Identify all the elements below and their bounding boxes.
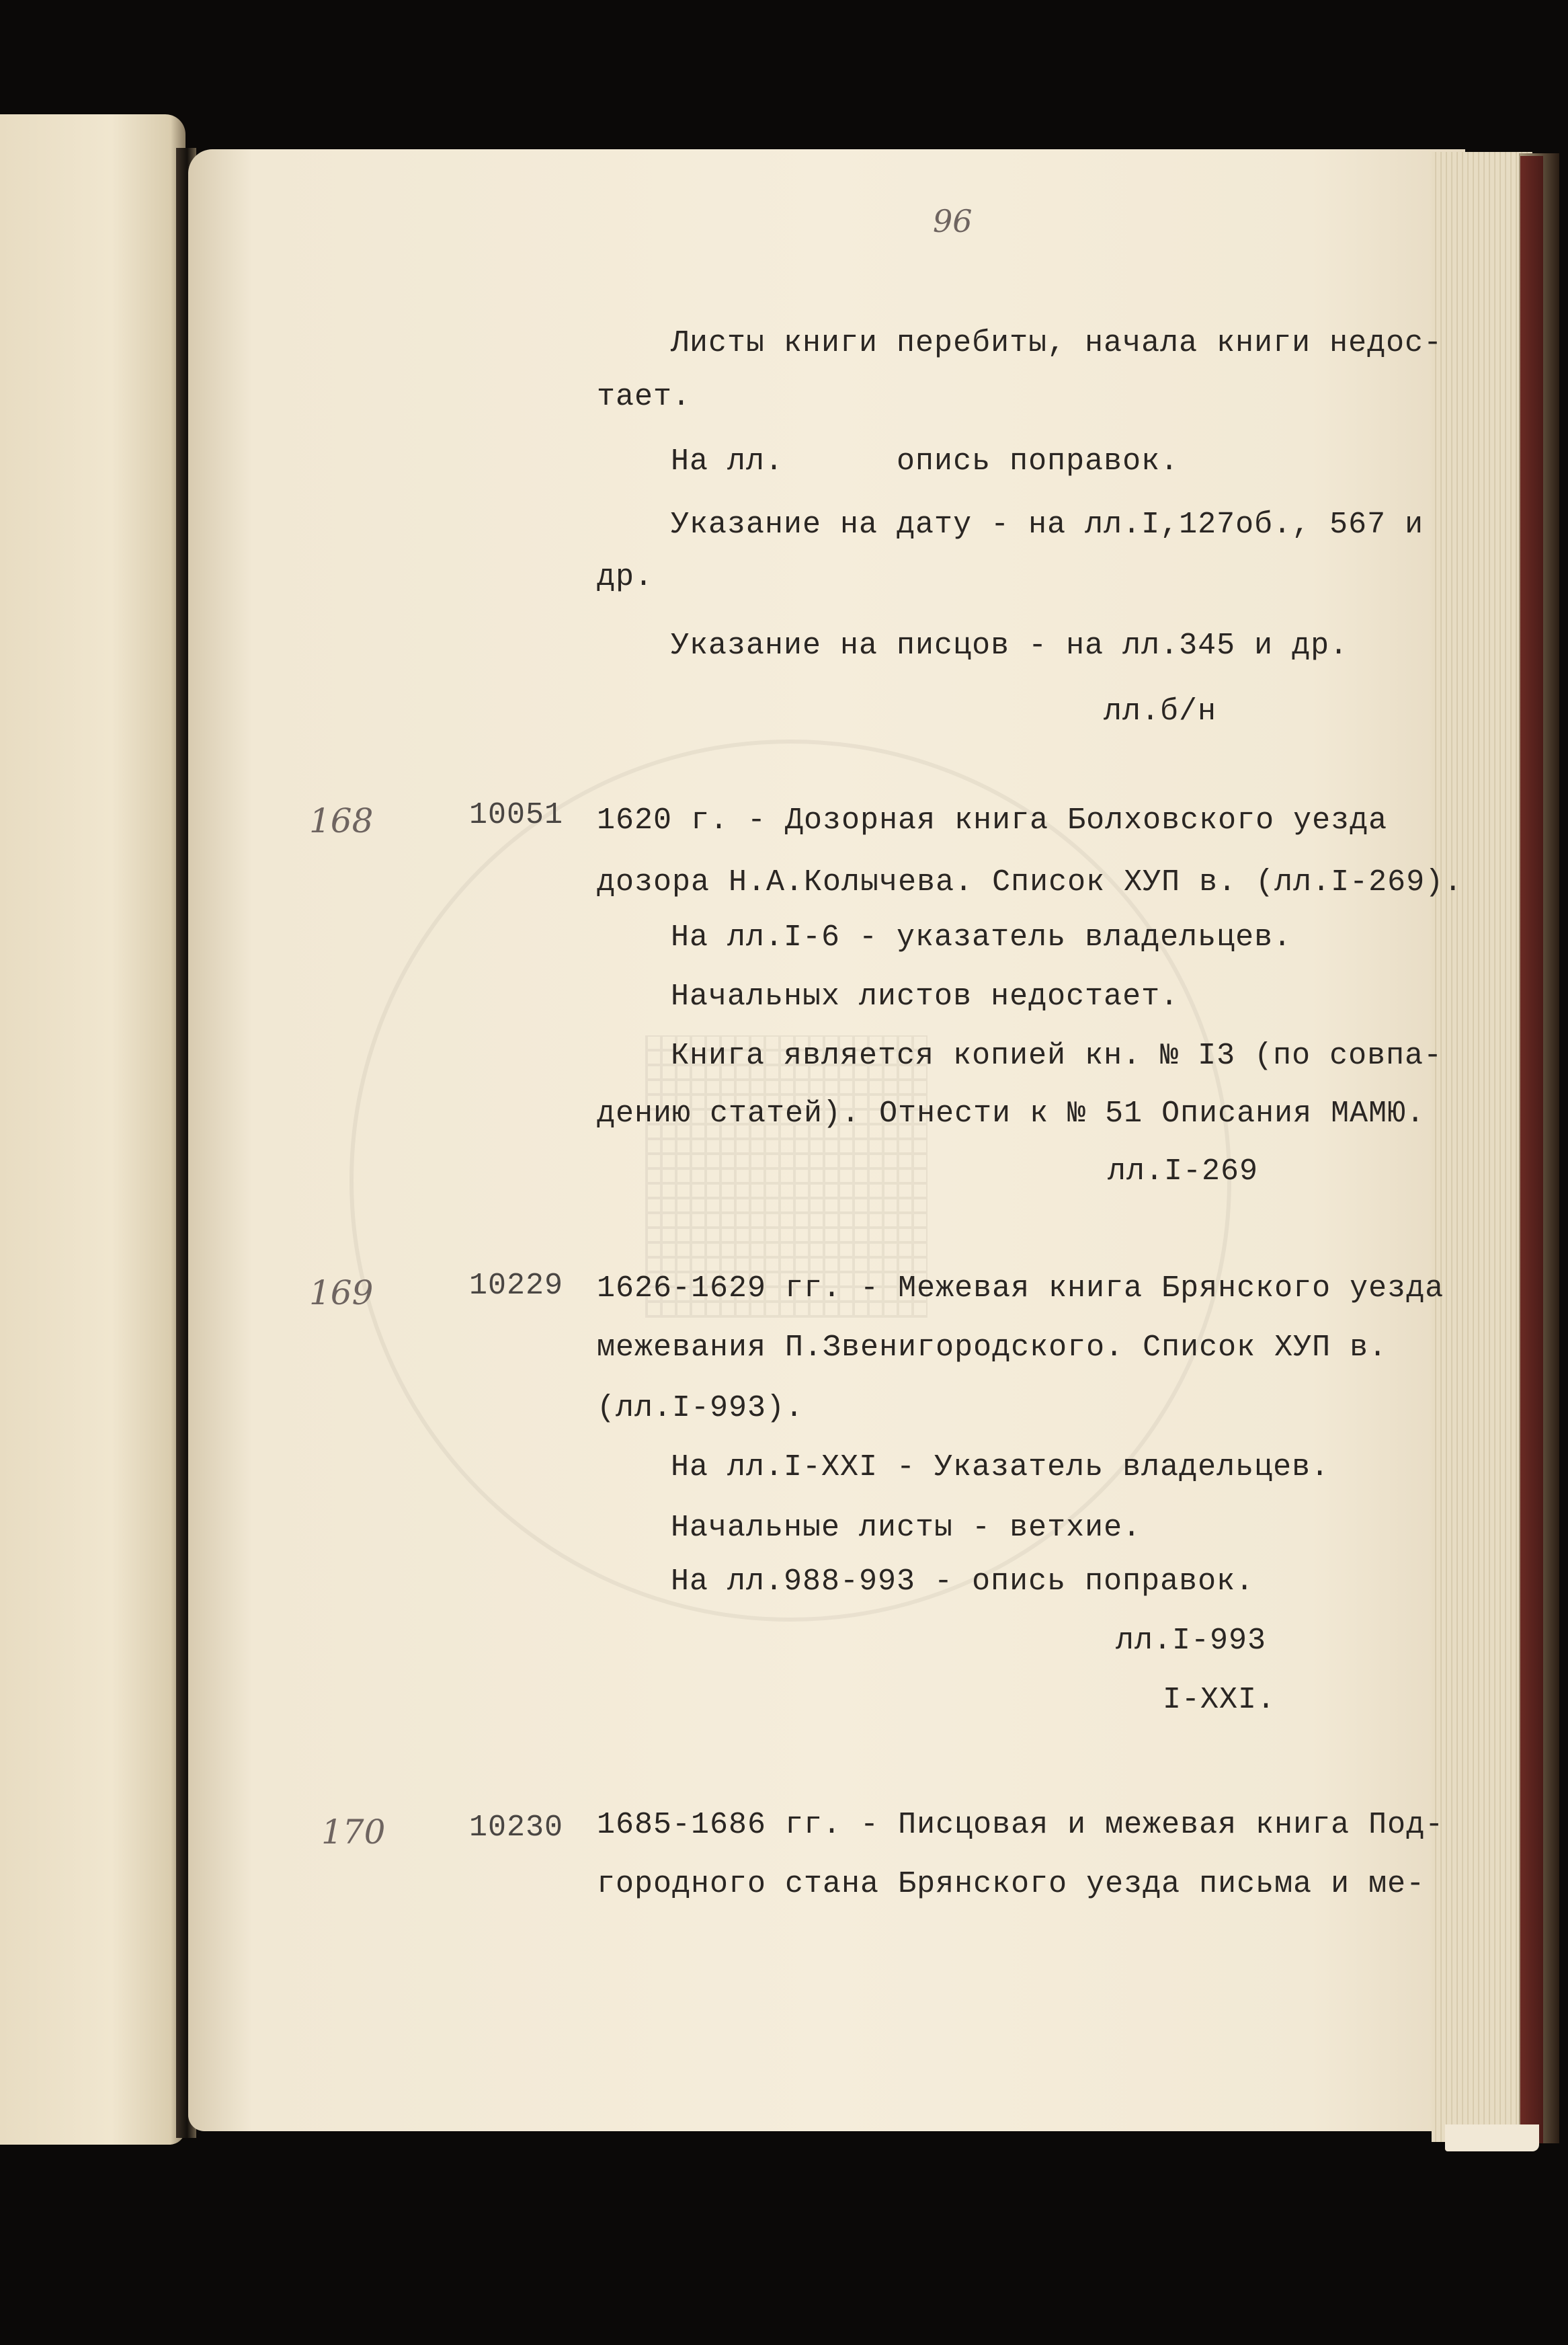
text-line: тает. [597, 380, 692, 414]
left-page [0, 114, 185, 2145]
bottom-leaf [1445, 2124, 1539, 2151]
text-line: Листы книги перебиты, начала книги недос- [671, 326, 1443, 360]
text-line: городного стана Брянского уезда письма и ме- [597, 1867, 1426, 1901]
text-line: На лл. опись поправок. [671, 444, 1180, 479]
text-line: межевания П.Звенигородского. Список ХУП в. [597, 1330, 1388, 1365]
text-line: (лл.I-993). [597, 1391, 804, 1425]
folio-reference: лл.I-269 [1108, 1154, 1259, 1189]
text-line: Начальных листов недостает. [671, 980, 1180, 1014]
text-line: 1685-1686 гг. - Писцовая и межевая книга Под- [597, 1808, 1444, 1842]
book-cover [1520, 156, 1543, 2143]
text-line: 1620 г. - Дозорная книга Болховского уезда [597, 803, 1388, 838]
text-line: На лл.I-ХХI - Указатель владельцев. [671, 1450, 1330, 1484]
text-line: Книга является копией кн. № I3 (по совпа- [671, 1039, 1443, 1073]
text-line: Указание на дату - на лл.I,127об., 567 и [671, 508, 1424, 542]
folio-reference: лл.I-993 [1116, 1624, 1267, 1658]
entry-seq-number: 170 [321, 1813, 386, 1852]
page-number: 96 [933, 203, 973, 239]
entry-code: 10230 [469, 1811, 564, 1845]
text-line: На лл.I-6 - указатель владельцев. [671, 920, 1292, 955]
folio-reference: лл.б/н [1104, 694, 1217, 729]
text-line: дозора Н.А.Колычева. Список ХУП в. (лл.I-269). [597, 865, 1463, 900]
text-line: др. [597, 560, 654, 594]
entry-code: 10051 [469, 798, 564, 832]
entry-seq-number: 168 [309, 801, 374, 840]
folio-reference: I-ХХI. [1163, 1683, 1276, 1717]
entry-seq-number: 169 [309, 1273, 374, 1312]
text-line: 1626-1629 гг. - Межевая книга Брянского уезда [597, 1271, 1444, 1306]
text-line: На лл.988-993 - опись поправок. [671, 1564, 1255, 1599]
entry-code: 10229 [469, 1269, 564, 1303]
page-stack-edge [1432, 152, 1532, 2142]
text-line: дению статей). Отнести к № 51 Описания МАМЮ. [597, 1097, 1426, 1131]
text-line: Начальные листы - ветхие. [671, 1511, 1142, 1545]
text-line: Указание на писцов - на лл.345 и др. [671, 629, 1349, 663]
